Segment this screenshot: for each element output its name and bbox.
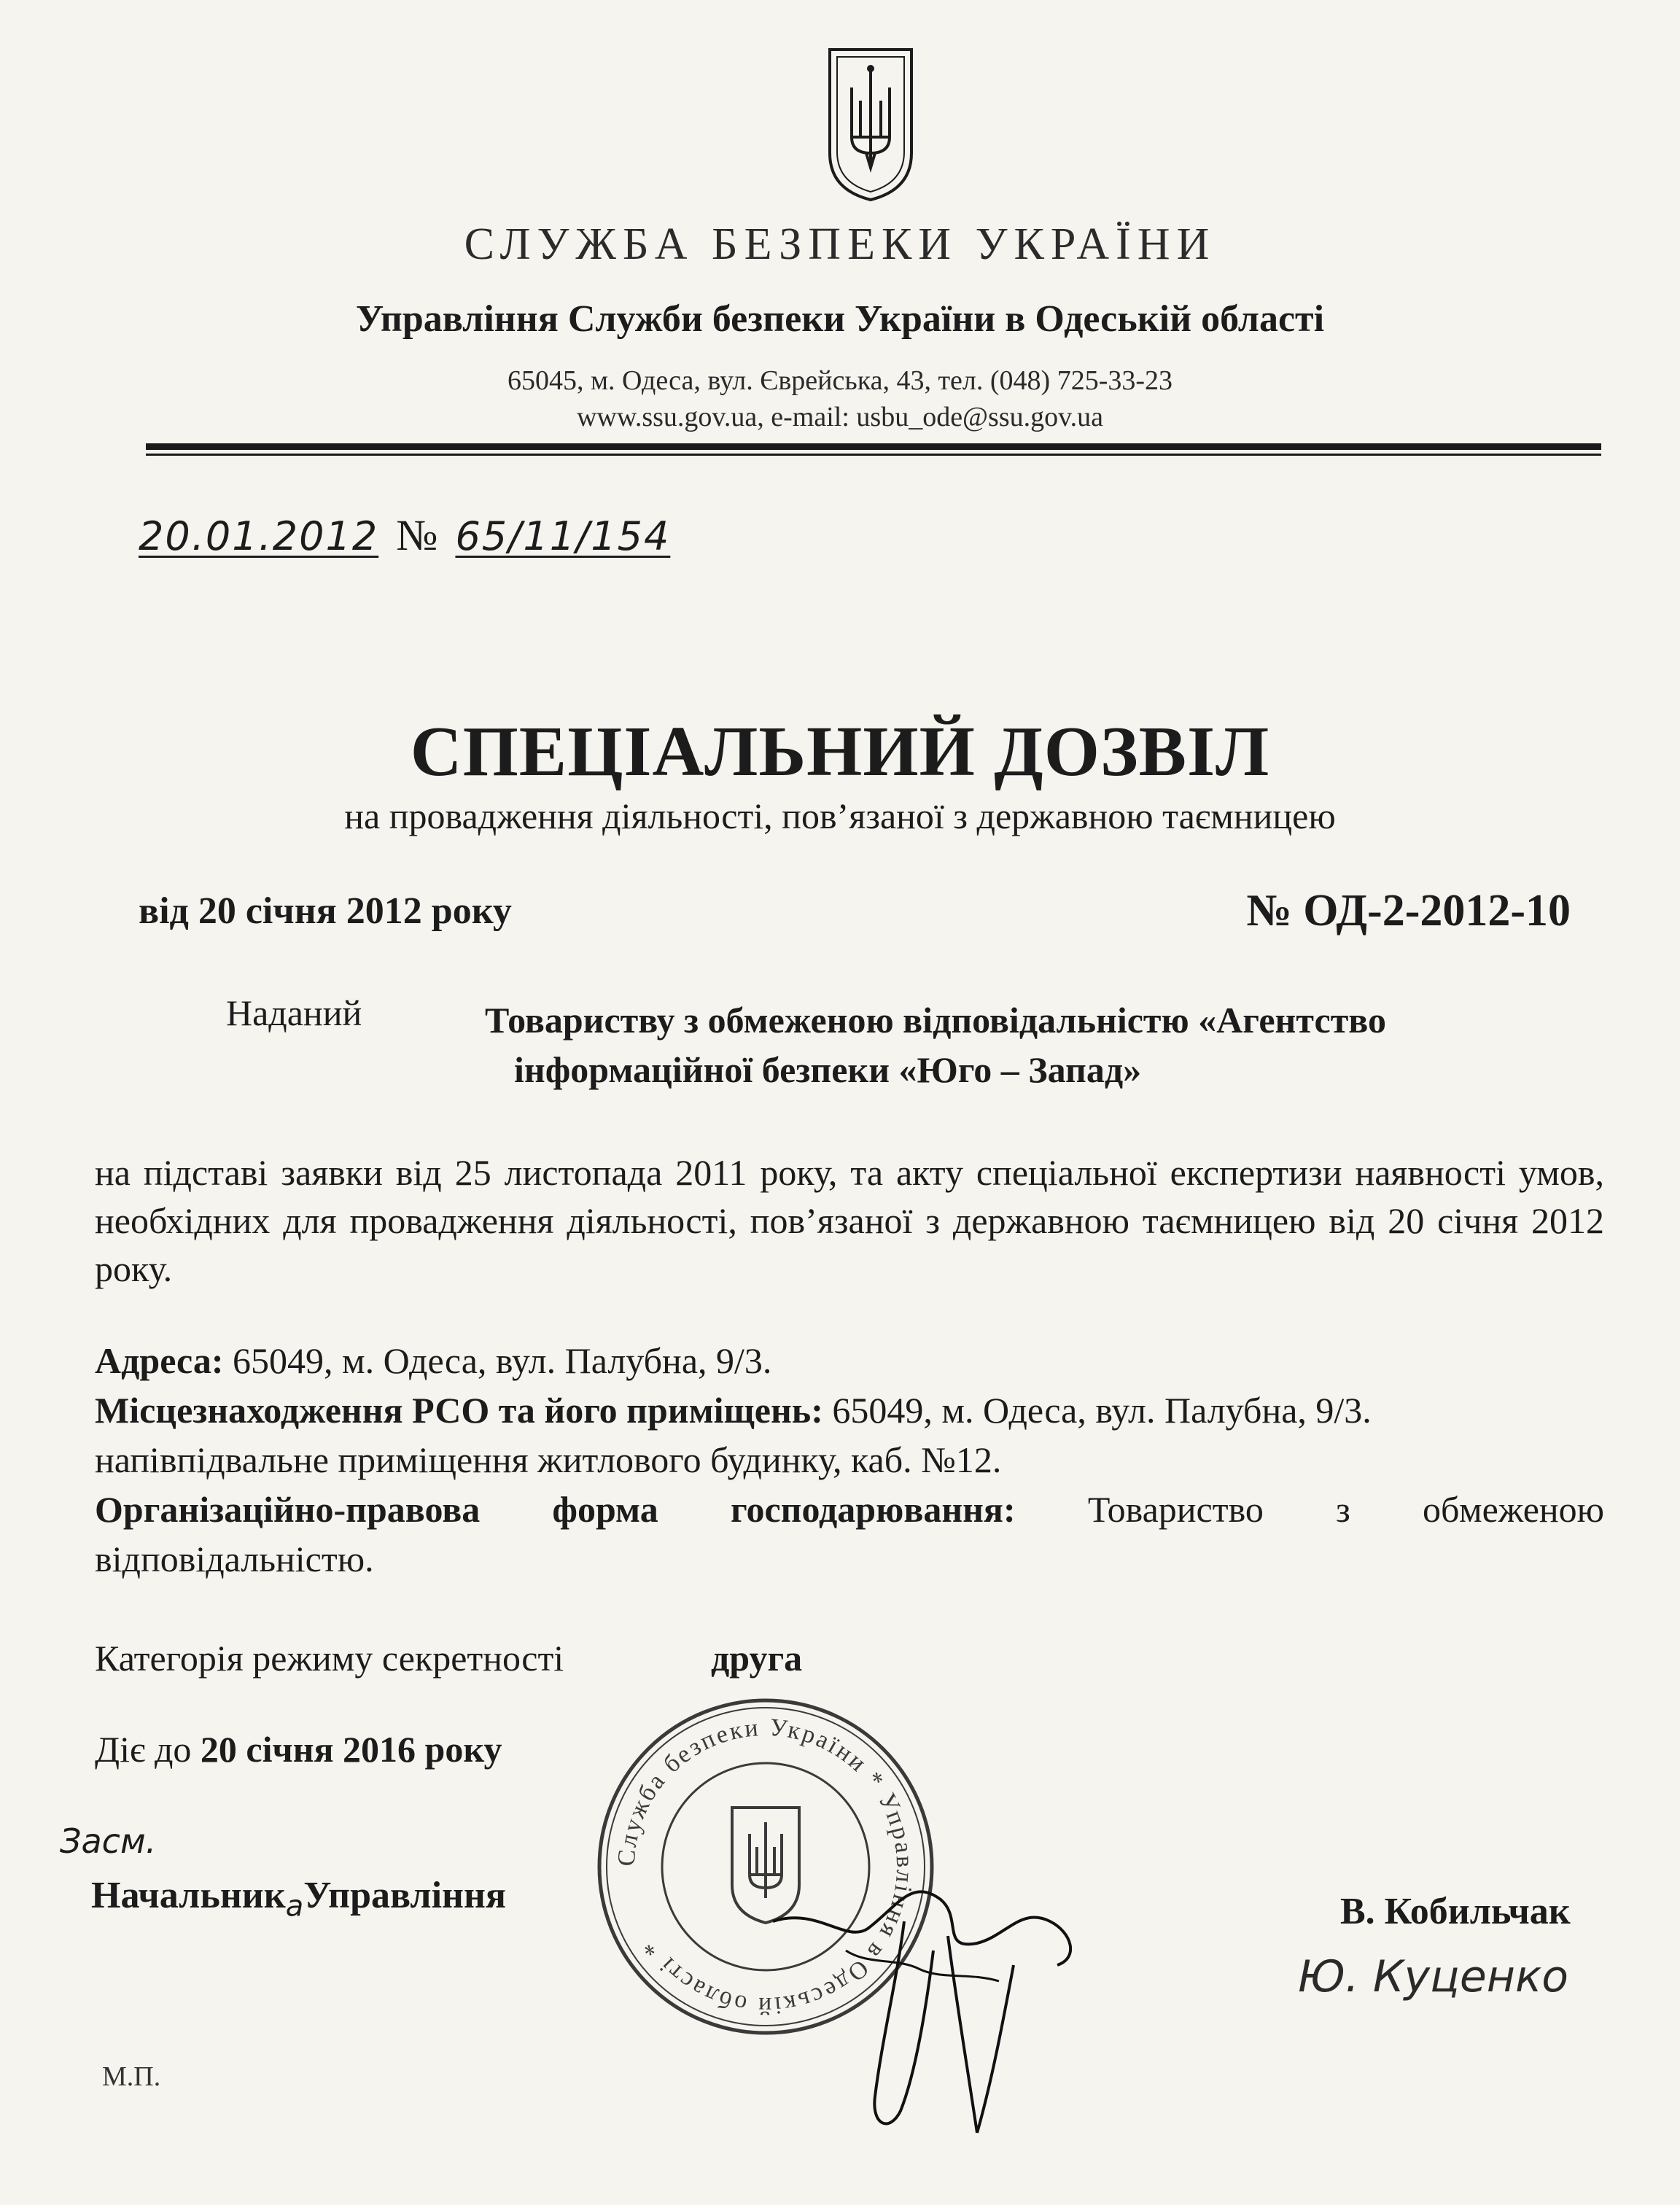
position-start: Начальник bbox=[91, 1875, 286, 1916]
signatory-name: В. Кобильчак bbox=[1340, 1891, 1571, 1932]
issue-date: від 20 січня 2012 року bbox=[139, 890, 512, 932]
address-row bbox=[95, 1339, 771, 1382]
outgoing-reference bbox=[139, 510, 670, 561]
department-name: Управління Служби безпеки України в Одеській області bbox=[355, 298, 1325, 340]
position-handwritten-suffix: а bbox=[285, 1889, 304, 1924]
legal-form-row bbox=[95, 1488, 1604, 1531]
location-row bbox=[95, 1389, 1372, 1431]
acting-note: Засм. bbox=[60, 1821, 157, 1861]
trident-coat-of-arms-icon bbox=[822, 44, 919, 204]
header-rule-thin bbox=[146, 454, 1601, 456]
seal-ring-text: Служба безпеки України * Управління в Одеській області * bbox=[612, 1714, 919, 2020]
reference-date: 20.01.2012 bbox=[139, 513, 379, 559]
address-value: 65049, м. Одеса, вул. Палубна, 9/3. bbox=[223, 1340, 772, 1381]
legal-form-value: Товариство з обмеженою bbox=[1015, 1489, 1604, 1530]
postal-address: 65045, м. Одеса, вул. Єврейська, 43, тел. (048) 725-33-23 bbox=[508, 365, 1172, 396]
location-extra: напівпідвальне приміщення житлового будинку, каб. №12. bbox=[95, 1439, 1002, 1480]
document-title: СПЕЦІАЛЬНИЙ ДОЗВІЛ bbox=[410, 712, 1270, 791]
handwritten-name: Ю. Куценко bbox=[1298, 1951, 1568, 2002]
permit-number: № ОД-2-2012-10 bbox=[1246, 886, 1571, 936]
position-end: Управління bbox=[303, 1875, 507, 1916]
location-value: 65049, м. Одеса, вул. Палубна, 9/3. bbox=[822, 1390, 1372, 1431]
document-subtitle: на провадження діяльності, пов’язаної з державною таємницею bbox=[344, 796, 1336, 836]
agency-name: СЛУЖБА БЕЗПЕКИ УКРАЇНИ bbox=[464, 219, 1216, 269]
validity-date: 20 січня 2016 року bbox=[200, 1729, 502, 1770]
legal-form-label: Організаційно-правова форма господарювання: bbox=[95, 1489, 1016, 1530]
granted-label: Наданий bbox=[226, 992, 362, 1033]
signatory-position bbox=[91, 1874, 506, 1923]
validity-prefix: Діє до bbox=[95, 1729, 201, 1770]
contact-line: www.ssu.gov.ua, e-mail: usbu_ode@ssu.gov.ua bbox=[576, 402, 1104, 432]
grantee-line-2: інформаційної безпеки «Юго – Запад» bbox=[514, 1049, 1142, 1090]
secrecy-category-label: Категорія режиму секретності bbox=[95, 1638, 564, 1679]
basis-paragraph: на підставі заявки від 25 листопада 2011 року, та акту спеціальної експертизи наявності умов, необхідних для провадження діяльності, пов’язаної з державною таємницею від 20 січня 2012 року. bbox=[95, 1152, 1604, 1289]
secrecy-category-value: друга bbox=[711, 1638, 803, 1679]
header-rule-thick bbox=[146, 443, 1601, 450]
handwritten-signature bbox=[758, 1819, 1094, 2155]
legal-form-continuation: відповідальністю. bbox=[95, 1539, 374, 1579]
stamp-place-label: М.П. bbox=[102, 2061, 161, 2092]
location-label: Місцезнаходження РСО та його приміщень: bbox=[95, 1390, 823, 1431]
validity-line bbox=[95, 1728, 502, 1770]
reference-number-label: № bbox=[396, 511, 438, 559]
reference-number: 65/11/154 bbox=[455, 513, 671, 559]
address-label: Адреса: bbox=[95, 1340, 224, 1381]
grantee-line-1: Товариству з обмеженою відповідальністю «Агентство bbox=[485, 1000, 1386, 1041]
